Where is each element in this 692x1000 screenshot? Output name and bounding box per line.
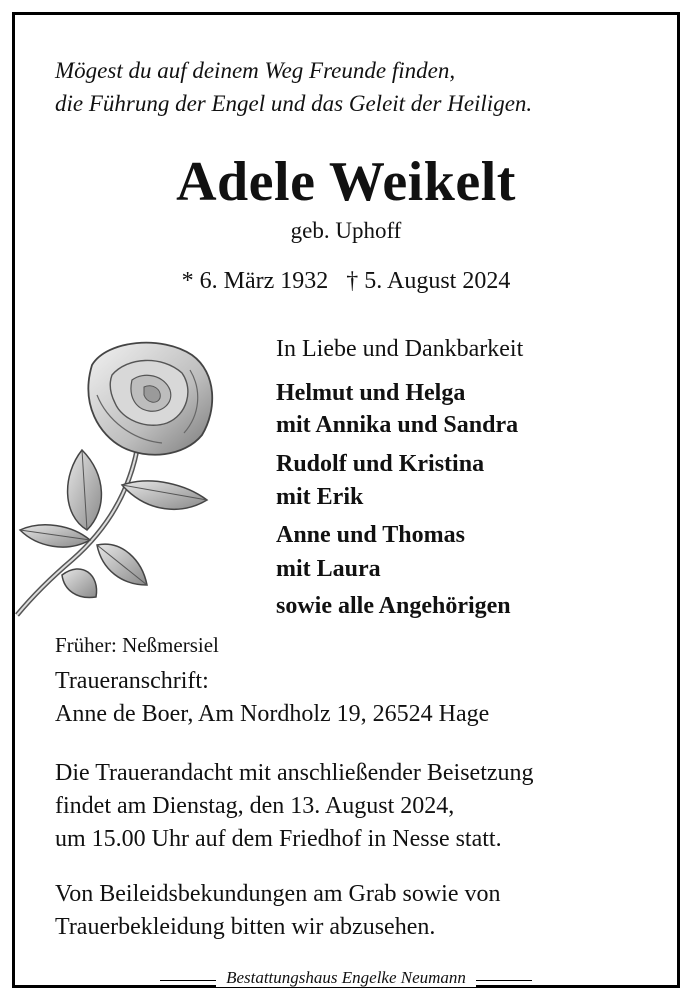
request-line: Von Beileidsbekundungen am Grab sowie von [55,881,501,907]
poem-line-2: die Führung der Engel und das Geleit der Heiligen. [55,91,533,116]
mourner-line: mit Erik [276,484,364,510]
mourner-line: Helmut und Helga [276,380,466,406]
mourner-line: Rudolf und Kristina [276,451,485,477]
mourning-address: Anne de Boer, Am Nordholz 19, 26524 Hage [55,701,490,727]
service-line: Die Trauerandacht mit anschließender Beisetzung [55,760,534,786]
service-line: findet am Dienstag, den 13. August 2024, [55,793,455,819]
service-line: um 15.00 Uhr auf dem Friedhof in Nesse statt. [55,826,502,852]
mourner-line: mit Laura [276,556,381,582]
request-line: Trauerbekleidung bitten wir abzusehen. [55,914,436,940]
poem-line-1: Mögest du auf deinem Weg Freunde finden, [55,58,456,83]
mourner-line: sowie alle Angehörigen [276,593,511,619]
rose-icon [12,335,252,620]
life-dates: * 6. März 1932 † 5. August 2024 [181,268,511,294]
deceased-name: Adele Weikelt [176,151,516,213]
address-label: Traueranschrift: [55,668,209,694]
funeral-home-name: Bestattungshaus Engelke Neumann [216,968,476,987]
former-residence: Früher: Neßmersiel [55,633,219,657]
mourner-line: mit Annika und Sandra [276,412,519,438]
mourners-intro: In Liebe und Dankbarkeit [276,336,524,362]
footer [40,966,652,992]
maiden-name: geb. Uphoff [290,218,402,243]
mourner-line: Anne und Thomas [276,522,465,548]
